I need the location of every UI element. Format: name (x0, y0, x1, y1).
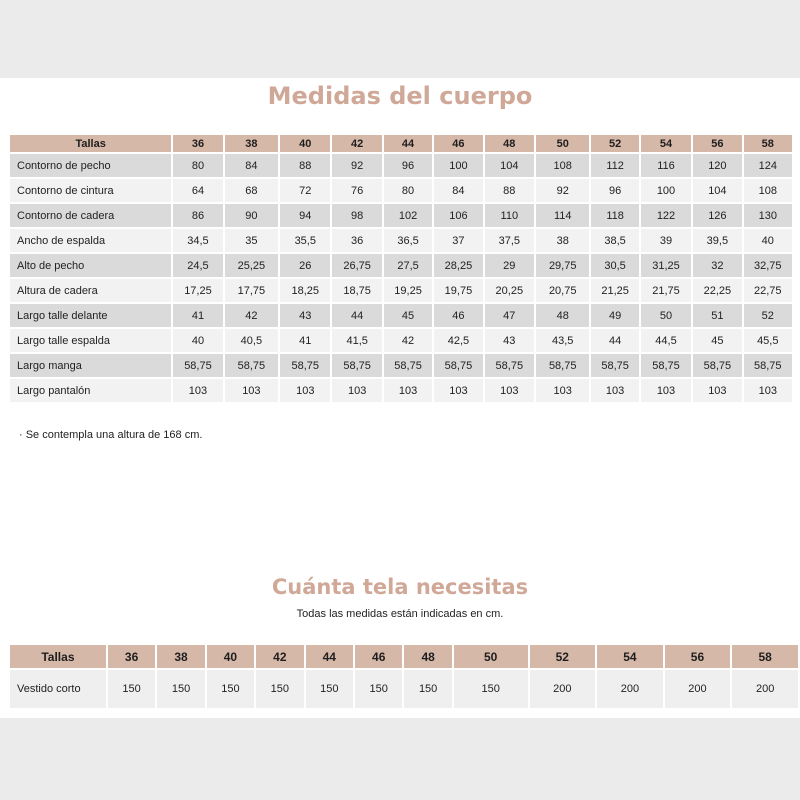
table-row (10, 229, 792, 252)
table-cell: 80 (173, 154, 222, 177)
table-cell: 98 (332, 204, 381, 227)
table-cell: 112 (591, 154, 638, 177)
table-cell: 108 (744, 179, 792, 202)
table-cell: 47 (485, 304, 534, 327)
row-label: Vestido corto (10, 670, 106, 708)
row-label: Contorno de pecho (10, 154, 171, 177)
table-cell: 19,25 (384, 279, 432, 302)
table-cell: 90 (225, 204, 278, 227)
height-note: · Se contempla una altura de 168 cm. (19, 429, 203, 441)
table-cell: 150 (256, 670, 303, 708)
size-40: 40 (207, 645, 254, 668)
table-cell: 150 (157, 670, 204, 708)
row-label: Altura de cadera (10, 279, 171, 302)
table-cell: 64 (173, 179, 222, 202)
table-cell: 96 (591, 179, 638, 202)
table-cell: 31,25 (641, 254, 691, 277)
table-cell: 26,75 (332, 254, 381, 277)
table-cell: 106 (434, 204, 482, 227)
table-cell: 41 (280, 329, 330, 352)
table-cell: 48 (536, 304, 589, 327)
table-cell: 40 (744, 229, 792, 252)
table-cell: 103 (332, 379, 381, 402)
row-label: Contorno de cadera (10, 204, 171, 227)
table-cell: 20,75 (536, 279, 589, 302)
table-cell: 100 (434, 154, 482, 177)
table-cell: 103 (173, 379, 222, 402)
table-cell: 126 (693, 204, 741, 227)
size-header: Tallas (10, 645, 106, 668)
table-cell: 130 (744, 204, 792, 227)
table-cell: 116 (641, 154, 691, 177)
size-40: 40 (280, 135, 330, 152)
table-cell: 58,75 (384, 354, 432, 377)
table-cell: 34,5 (173, 229, 222, 252)
table-cell: 80 (384, 179, 432, 202)
table-cell: 24,5 (173, 254, 222, 277)
table-cell: 58,75 (332, 354, 381, 377)
table-cell: 72 (280, 179, 330, 202)
size-58: 58 (744, 135, 792, 152)
row-label: Contorno de cintura (10, 179, 171, 202)
row-label: Alto de pecho (10, 254, 171, 277)
table-cell: 58,75 (641, 354, 691, 377)
table-cell: 58,75 (693, 354, 741, 377)
table-cell: 30,5 (591, 254, 638, 277)
table-cell: 17,75 (225, 279, 278, 302)
size-56: 56 (665, 645, 731, 668)
table-row (10, 329, 792, 352)
row-label: Largo talle delante (10, 304, 171, 327)
table-cell: 20,25 (485, 279, 534, 302)
table-cell: 37,5 (485, 229, 534, 252)
size-58: 58 (732, 645, 798, 668)
header-row (10, 645, 798, 668)
table-cell: 103 (225, 379, 278, 402)
table-cell: 45 (693, 329, 741, 352)
table-cell: 22,25 (693, 279, 741, 302)
table-cell: 84 (225, 154, 278, 177)
table-cell: 103 (744, 379, 792, 402)
table-cell: 200 (665, 670, 731, 708)
fabric-title: Cuánta tela necesitas (271, 575, 529, 599)
size-42: 42 (332, 135, 381, 152)
table-cell: 52 (744, 304, 792, 327)
table-cell: 58,75 (485, 354, 534, 377)
table-cell: 86 (173, 204, 222, 227)
table-cell: 122 (641, 204, 691, 227)
table-cell: 84 (434, 179, 482, 202)
table-cell: 103 (536, 379, 589, 402)
table-cell: 29,75 (536, 254, 589, 277)
table-cell: 38,5 (591, 229, 638, 252)
table-cell: 38 (536, 229, 589, 252)
table-cell: 110 (485, 204, 534, 227)
size-44: 44 (306, 645, 353, 668)
row-label: Ancho de espalda (10, 229, 171, 252)
table-cell: 200 (597, 670, 663, 708)
table-cell: 124 (744, 154, 792, 177)
table-cell: 103 (485, 379, 534, 402)
fabric-table (8, 643, 800, 710)
size-52: 52 (530, 645, 596, 668)
table-cell: 200 (732, 670, 798, 708)
table-cell: 104 (485, 154, 534, 177)
size-header: Tallas (10, 135, 171, 152)
table-cell: 42 (225, 304, 278, 327)
table-cell: 92 (332, 154, 381, 177)
table-row (10, 379, 792, 402)
table-cell: 104 (693, 179, 741, 202)
size-36: 36 (173, 135, 222, 152)
table-cell: 58,75 (434, 354, 482, 377)
size-54: 54 (641, 135, 691, 152)
table-cell: 96 (384, 154, 432, 177)
table-row (10, 670, 798, 708)
table-cell: 29 (485, 254, 534, 277)
table-cell: 25,25 (225, 254, 278, 277)
table-cell: 40,5 (225, 329, 278, 352)
table-cell: 150 (108, 670, 155, 708)
table-cell: 50 (641, 304, 691, 327)
table-cell: 44,5 (641, 329, 691, 352)
table-row (10, 279, 792, 302)
table-cell: 76 (332, 179, 381, 202)
table-cell: 32 (693, 254, 741, 277)
size-50: 50 (454, 645, 528, 668)
table-cell: 18,75 (332, 279, 381, 302)
table-cell: 58,75 (591, 354, 638, 377)
table-cell: 28,25 (434, 254, 482, 277)
table-cell: 150 (355, 670, 402, 708)
size-44: 44 (384, 135, 432, 152)
table-cell: 200 (530, 670, 596, 708)
size-38: 38 (225, 135, 278, 152)
table-cell: 43 (280, 304, 330, 327)
table-row (10, 154, 792, 177)
table-row (10, 304, 792, 327)
row-label: Largo pantalón (10, 379, 171, 402)
table-cell: 44 (332, 304, 381, 327)
size-46: 46 (434, 135, 482, 152)
size-48: 48 (485, 135, 534, 152)
table-cell: 150 (306, 670, 353, 708)
table-cell: 58,75 (744, 354, 792, 377)
measurements-title: Medidas del cuerpo (267, 82, 533, 110)
size-42: 42 (256, 645, 303, 668)
table-cell: 58,75 (225, 354, 278, 377)
table-cell: 19,75 (434, 279, 482, 302)
table-cell: 103 (280, 379, 330, 402)
table-cell: 88 (280, 154, 330, 177)
table-cell: 114 (536, 204, 589, 227)
size-38: 38 (157, 645, 204, 668)
table-row (10, 254, 792, 277)
table-cell: 17,25 (173, 279, 222, 302)
table-cell: 150 (454, 670, 528, 708)
row-label: Largo manga (10, 354, 171, 377)
table-cell: 21,25 (591, 279, 638, 302)
table-cell: 108 (536, 154, 589, 177)
table-cell: 40 (173, 329, 222, 352)
table-cell: 32,75 (744, 254, 792, 277)
size-54: 54 (597, 645, 663, 668)
table-cell: 37 (434, 229, 482, 252)
table-cell: 103 (384, 379, 432, 402)
table-cell: 58,75 (173, 354, 222, 377)
size-46: 46 (355, 645, 402, 668)
table-cell: 88 (485, 179, 534, 202)
table-cell: 42 (384, 329, 432, 352)
size-50: 50 (536, 135, 589, 152)
size-36: 36 (108, 645, 155, 668)
table-cell: 51 (693, 304, 741, 327)
table-cell: 26 (280, 254, 330, 277)
table-cell: 103 (641, 379, 691, 402)
table-cell: 42,5 (434, 329, 482, 352)
fabric-subtitle: Todas las medidas están indicadas en cm. (296, 608, 504, 620)
table-cell: 103 (693, 379, 741, 402)
table-cell: 58,75 (280, 354, 330, 377)
table-cell: 102 (384, 204, 432, 227)
header-row (10, 135, 792, 152)
table-row (10, 179, 792, 202)
table-cell: 27,5 (384, 254, 432, 277)
row-label: Largo talle espalda (10, 329, 171, 352)
table-cell: 92 (536, 179, 589, 202)
table-cell: 22,75 (744, 279, 792, 302)
table-row (10, 354, 792, 377)
table-cell: 45 (384, 304, 432, 327)
size-56: 56 (693, 135, 741, 152)
table-cell: 68 (225, 179, 278, 202)
table-cell: 120 (693, 154, 741, 177)
size-48: 48 (404, 645, 451, 668)
table-cell: 35,5 (280, 229, 330, 252)
table-cell: 21,75 (641, 279, 691, 302)
table-cell: 35 (225, 229, 278, 252)
table-cell: 49 (591, 304, 638, 327)
table-cell: 103 (434, 379, 482, 402)
table-cell: 41 (173, 304, 222, 327)
table-cell: 150 (404, 670, 451, 708)
table-row (10, 204, 792, 227)
table-cell: 118 (591, 204, 638, 227)
table-cell: 100 (641, 179, 691, 202)
table-cell: 45,5 (744, 329, 792, 352)
table-cell: 39 (641, 229, 691, 252)
table-cell: 36,5 (384, 229, 432, 252)
table-cell: 58,75 (536, 354, 589, 377)
table-cell: 46 (434, 304, 482, 327)
size-52: 52 (591, 135, 638, 152)
table-cell: 150 (207, 670, 254, 708)
table-cell: 39,5 (693, 229, 741, 252)
table-cell: 43,5 (536, 329, 589, 352)
page (0, 78, 800, 718)
table-cell: 103 (591, 379, 638, 402)
table-cell: 94 (280, 204, 330, 227)
table-cell: 43 (485, 329, 534, 352)
table-cell: 18,25 (280, 279, 330, 302)
table-cell: 44 (591, 329, 638, 352)
measurements-table (8, 133, 794, 404)
table-cell: 36 (332, 229, 381, 252)
table-cell: 41,5 (332, 329, 381, 352)
